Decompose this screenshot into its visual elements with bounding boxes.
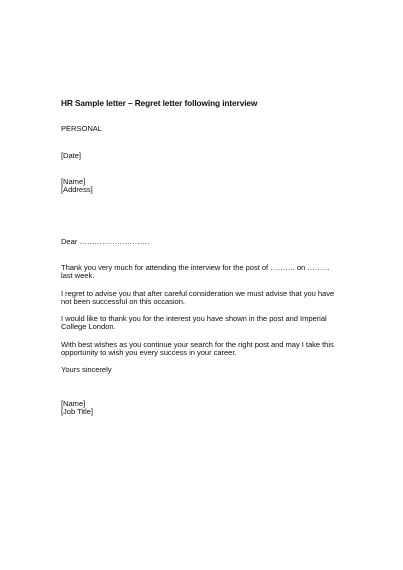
signature-job-title-placeholder: [Job Title] [61,407,93,416]
salutation: Dear ………………………. [61,237,150,246]
closing: Yours sincerely [61,365,112,374]
signature-name-placeholder: [Name] [61,399,86,408]
paragraph-1-line-1: Thank you very much for attending the interview for the post of ………. on ……… [61,263,330,272]
paragraph-2-line-1: I regret to advise you that after careful consideration we must advise that you have [61,289,335,298]
personal-label: PERSONAL [61,124,102,133]
letter-title: HR Sample letter – Regret letter following interview [61,98,258,108]
paragraph-3-line-2: College London. [61,322,116,331]
date-placeholder: [Date] [61,151,81,160]
paragraph-4-line-2: opportunity to wish you every success in your career. [61,348,237,357]
recipient-name-placeholder: [Name] [61,177,86,186]
paragraph-4-line-1: With best wishes as you continue your search for the right post and may I take this [61,340,334,349]
paragraph-1-line-2: last week. [61,271,95,280]
paragraph-3-line-1: I would like to thank you for the interest you have shown in the post and Imperial [61,314,327,323]
paragraph-2-line-2: not been successful on this occasion. [61,297,185,306]
recipient-address-placeholder: [Address] [61,185,93,194]
